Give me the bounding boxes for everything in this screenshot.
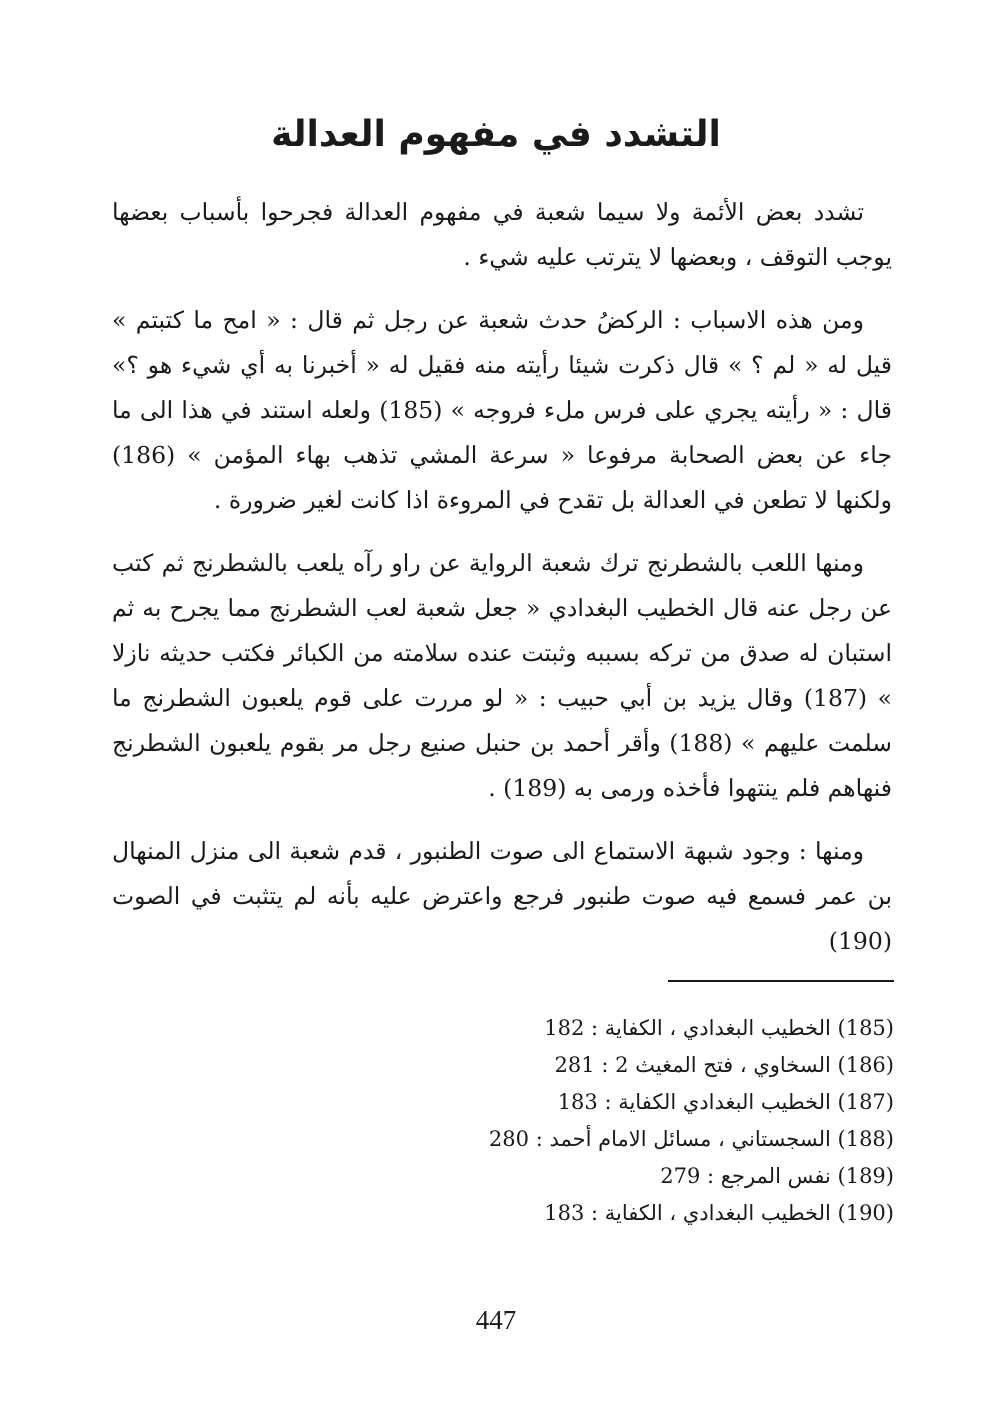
paragraph: ومنها اللعب بالشطرنج ترك شعبة الرواية عن راو رآه يلعب بالشطرنج ثم كتب عن رجل عنه قال الخطيب البغدادي « جعل شعبة لعب الشطرنج مما يجرح به ثم استبان له صدق من تركه بسببه وثبتت عنده سلامته من الكبائر فكتب حديثه نازلا » (187) وقال يزيد بن أبي حبيب : « لو مررت على قوم يلعبون الشطرنج ما سلمت عليهم » (188) وأقر أحمد بن حنبل صنيع رجل مر بقوم يلعبون الشطرنج فنهاهم فلم ينتهوا فأخذه ورمى به (189) .: [112, 549, 892, 802]
paragraph: ومنها : وجود شبهة الاستماع الى صوت الطنبور ، قدم شعبة الى منزل المنهال بن عمر فسمع فيه صوت طنبور فرجع واعترض عليه بأنه لم يتثبت في الصوت (190): [112, 837, 892, 955]
footnote-divider: [668, 980, 894, 982]
footnote: (185) الخطيب البغدادي ، الكفاية : 182: [544, 1016, 894, 1040]
page-title: التشدد في مفهوم العدالة: [271, 114, 721, 156]
paragraph: ومن هذه الاسباب : الركضُ حدث شعبة عن رجل ثم قال : « امح ما كتبتم » قيل له « لم ؟ » قال ذكرت شيئا رأيته منه فقيل له « أخبرنا به أي شيء هو ؟» قال : « رأيته يجري على فرس ملء فروجه » (185) ولعله استند في هذا الى ما جاء عن بعض الصحابة مرفوعا « سرعة المشي تذهب بهاء المؤمن » (186) ولكنها لا تطعن في العدالة بل تقدح في المروءة اذا كانت لغير ضرورة .: [112, 306, 892, 514]
body-text: [112, 190, 892, 982]
paragraph: تشدد بعض الأئمة ولا سيما شعبة في مفهوم العدالة فجرحوا بأسباب بعضها يوجب التوقف ، وبعضها لا يترتب عليه شيء .: [112, 198, 892, 271]
page-number: 447: [475, 1305, 517, 1335]
footnote: (189) نفس المرجع : 279: [660, 1164, 894, 1188]
footnote: (190) الخطيب البغدادي ، الكفاية : 183: [544, 1201, 894, 1225]
footnotes: [440, 1010, 894, 1232]
footnote: (188) السجستاني ، مسائل الامام أحمد : 280: [488, 1127, 894, 1151]
footnote: (187) الخطيب البغدادي الكفاية : 183: [557, 1090, 894, 1114]
footnote: (186) السخاوي ، فتح المغيث 2 : 281: [554, 1053, 894, 1077]
